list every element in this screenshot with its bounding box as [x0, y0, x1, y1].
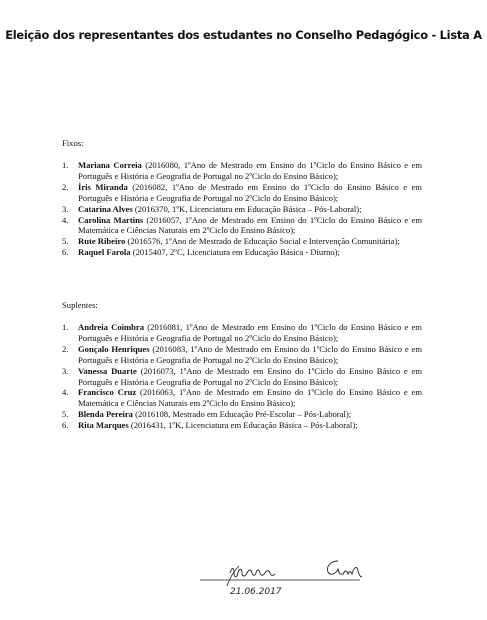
candidate-name: Andreia Coimbra [78, 322, 145, 332]
candidate-details: (2016073, 1ºAno de Mestrado em Ensino do 1ºCiclo do Ensino Básico e em Português e História e Geografia de Portugal no 2ºCiclo do Ensino Básico); [78, 365, 423, 387]
candidate-details: (2016082, 1ºAno de Mestrado em Ensino do 1ºCiclo do Ensino Básico e em Português e História e Geografia de Portugal no 2ºCiclo do Ensino Básico); [78, 181, 422, 203]
list-item [62, 322, 422, 344]
candidate-details: (2016431, 1ºK, Licenciatura em Educação Básica – Pós-Laboral); [128, 420, 358, 431]
item-number: 5. [62, 409, 69, 420]
candidate-name: Rita Marques [78, 420, 129, 431]
item-number: 4. [62, 387, 69, 398]
candidate-name: Blenda Pereira [78, 409, 133, 420]
item-number: 4. [62, 214, 69, 225]
document-title: Eleição dos representantes dos estudantes no Conselho Pedagógico - Lista A [5, 28, 482, 42]
item-number: 3. [62, 365, 69, 376]
candidate-name: Mariana Correia [78, 160, 142, 170]
candidate-name: Catarina Alves [78, 203, 133, 214]
list-item [62, 409, 422, 420]
suplentes-list [62, 322, 422, 431]
handwritten-signature [200, 546, 414, 616]
item-number: 6. [62, 420, 69, 431]
item-number: 3. [62, 203, 69, 214]
item-number: 1. [62, 160, 69, 170]
candidate-name: Gonçalo Henriques [78, 343, 150, 354]
candidate-details: (2016081, 1ºAno de Mestrado em Ensino do 1ºCiclo do Ensino Básico e em Português e História e Geografia de Portugal no 2ºCiclo do Ensino Básico); [78, 322, 422, 343]
item-number: 1. [62, 322, 69, 332]
candidate-name: Carolina Martins [78, 214, 144, 225]
candidate-details: (2016576, 1ºAno de Mestrado de Educação Social e Intervenção Comunitária); [125, 236, 400, 247]
candidate-details: (2016108, Mestrado em Educação Pré-Escolar – Pós-Laboral); [132, 409, 352, 420]
candidate-details: (2016083, 1ºAno de Mestrado em Ensino do 1ºCiclo do Ensino Básico e em Português e História e Geografia de Portugal no 2ºCiclo do Ensino Básico); [78, 343, 423, 365]
candidate-name: Rute Ribeiro [78, 236, 126, 247]
list-item [62, 182, 422, 204]
item-number: 2. [62, 181, 69, 192]
list-item [62, 236, 422, 247]
fixos-list [62, 160, 422, 258]
list-item [62, 247, 422, 258]
candidate-details: (2016080, 1ºAno de Mestrado em Ensino do 1ºCiclo do Ensino Básico e em Português e História e Geografia de Portugal no 2ºCiclo do Ensino Básico); [78, 160, 423, 181]
candidate-details: (2016370, 1ºK, Licenciatura em Educação Básica – Pós-Laboral); [132, 203, 362, 214]
candidate-details: (2015407, 2ºC, Licenciatura em Educação Básica - Diurno); [130, 247, 340, 258]
suplentes-label: Suplentes: [62, 300, 98, 310]
list-item [62, 420, 422, 431]
candidate-details: (2016063, 1ºAno de Mestrado em Ensino do 1ºCiclo do Ensino Básico e em Matemática e Ciências Naturais em 2ºCiclo do Ensino Básico); [78, 387, 423, 409]
candidate-details: (2016057, 1ºAno de Mestrado em Ensino do 1ºCiclo do Ensino Básico e em Matemática e Ciências Naturais em 2ºCiclo do Ensino Básico); [78, 214, 423, 236]
list-item [62, 387, 422, 409]
candidate-name: Raquel Farola [78, 247, 131, 258]
item-number: 2. [62, 343, 69, 354]
list-item [62, 160, 422, 182]
candidate-name: Francisco Cruz [78, 387, 137, 398]
list-item [62, 204, 422, 215]
list-item [62, 366, 422, 388]
fixos-label: Fixos: [62, 138, 84, 148]
candidate-name: Vanessa Duarte [78, 365, 137, 376]
list-item [62, 215, 422, 237]
item-number: 5. [62, 236, 69, 247]
candidate-name: Íris Miranda [78, 181, 128, 192]
item-number: 6. [62, 247, 69, 258]
signature-date: 21.06.2017 [230, 587, 282, 597]
list-item [62, 344, 422, 366]
